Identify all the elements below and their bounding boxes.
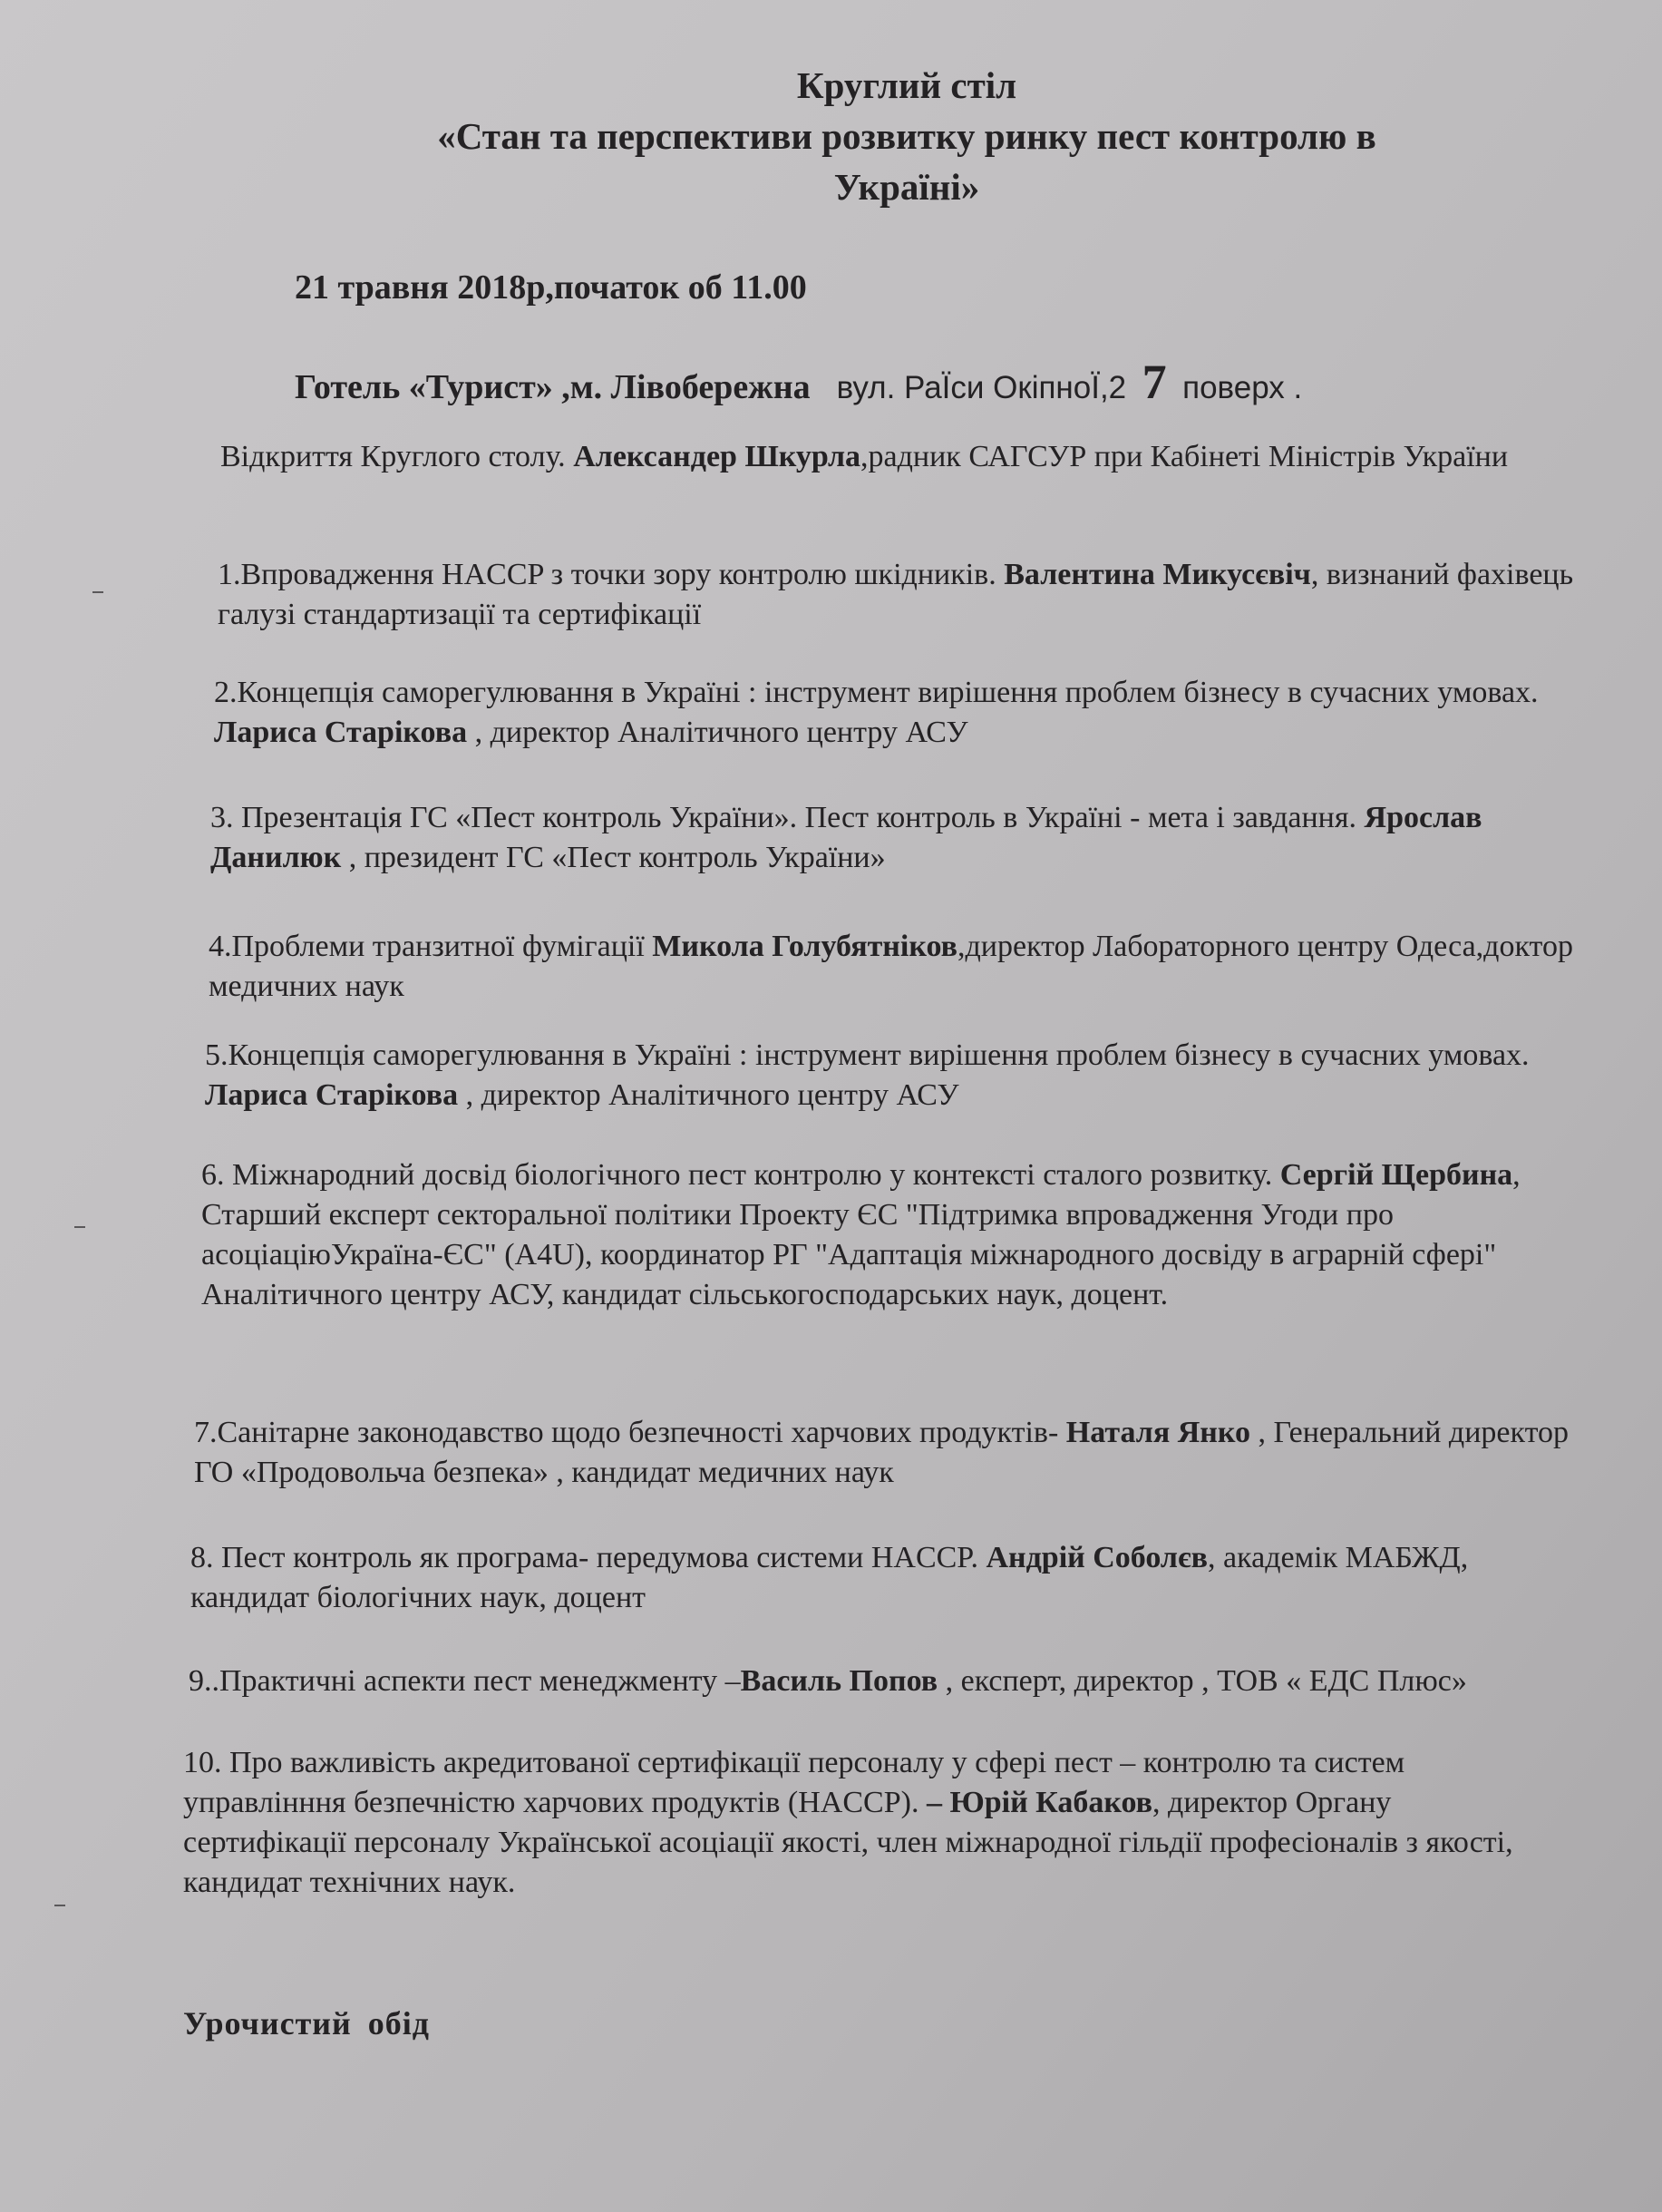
program-item-7: 7.Санітарне законодавство щодо безпечності харчових продуктів- Наталя Янко , Генеральний директор ГО «Продовольча безпека» , кандидат медичних наук xyxy=(194,1416,1569,1489)
margin-mark xyxy=(92,591,103,593)
speaker-name: Лариса Старікова xyxy=(214,716,468,749)
program-item-6: 6. Міжнародний досвід біологічного пест контролю у контексті сталого розвитку. Сергій Щербина, Старший експерт секторальної політики Проекту ЄС "Підтримка впровадження Угоди про асоціаціюУкраїна-ЄС" (A4U), координатор РГ "Адаптація міжнародного досвіду в аграрній сфері" Аналітичного центру АСУ, кандидат сільськогосподарських наук, доцент. xyxy=(201,1158,1521,1311)
program-item-3: 3. Презентація ГС «Пест контроль України». Пест контроль в Україні - мета і завдання. Ярослав Данилюк , президент ГС «Пест контроль України» xyxy=(210,801,1482,874)
program-item-5: 5.Концепція саморегулювання в Україні : інструмент вирішення проблем бізнесу в сучасних умовах. Лариса Старікова , директор Аналітичного центру АСУ xyxy=(205,1038,1530,1112)
venue-floor-word: поверх . xyxy=(1182,370,1303,405)
title-line-1: Круглий стіл xyxy=(796,64,1017,106)
speaker-name: – Юрій Кабаков xyxy=(926,1786,1153,1819)
venue-floor-number: 7 xyxy=(1142,355,1167,409)
program-item-opening: Відкриття Круглого столу. Александер Шкурла,радник САГСУР при Кабінеті Міністрів України xyxy=(220,440,1509,473)
document-title xyxy=(272,60,1541,212)
closing-lunch: Урочистий обід xyxy=(183,2005,430,2041)
speaker-name: Микола Голубятніков xyxy=(652,930,957,963)
margin-mark xyxy=(54,1905,65,1906)
venue-name: Готель «Турист» ,м. Лівобережна xyxy=(295,368,811,406)
title-line-3: Україні» xyxy=(833,166,980,208)
program-item-9: 9..Практичні аспекти пест менеджменту –Василь Попов , експерт, директор , ТОВ « ЕДС Плюс» xyxy=(189,1664,1467,1698)
margin-mark xyxy=(74,1226,85,1228)
speaker-name: Лариса Старікова xyxy=(205,1078,459,1112)
speaker-name: Александер Шкурла xyxy=(573,440,861,473)
speaker-name: Ярослав Данилюк xyxy=(210,801,1482,874)
venue-address: вул. РаЇси ОкіпноЇ,2 xyxy=(836,370,1127,405)
program-item-8: 8. Пест контроль як програма- передумова системи HACCP. Андрій Соболєв, академік МАБЖД, кандидат біологічних наук, доцент xyxy=(190,1541,1469,1614)
speaker-name: Сергій Щербина xyxy=(1279,1158,1513,1192)
speaker-name: Андрій Соболєв xyxy=(986,1541,1209,1574)
speaker-name: Василь Попов xyxy=(740,1664,938,1698)
speaker-name: Наталя Янко xyxy=(1065,1416,1251,1449)
program-item-10: 10. Про важливість акредитованої сертифікації персоналу у сфері пест – контролю та систем управлінння безпечністю харчових продуктів (HACCP). – Юрій Кабаков, директор Органу сертифікації персоналу Української асоціації якості, член міжнародної гільдії професіоналів з якості, кандидат технічних наук. xyxy=(183,1746,1513,1899)
event-date-time: 21 травня 2018р,початок об 11.00 xyxy=(295,268,807,307)
program-item-4: 4.Проблеми транзитної фумігації Микола Голубятніков,директор Лабораторного центру Одеса,доктор медичних наук xyxy=(209,930,1573,1003)
event-venue xyxy=(295,355,1303,411)
title-line-2: «Стан та перспективи розвитку ринку пест контролю в xyxy=(437,115,1376,157)
speaker-name: Валентина Микусєвіч xyxy=(1004,558,1311,591)
program-item-1: 1.Впровадження HACCP з точки зору контролю шкідників. Валентина Микусєвіч, визнаний фахівець галузі стандартизації та сертифікації xyxy=(218,558,1574,631)
program-item-2: 2.Концепція саморегулювання в Україні : інструмент вирішення проблем бізнесу в сучасних умовах. Лариса Старікова , директор Аналітичного центру АСУ xyxy=(214,676,1539,749)
